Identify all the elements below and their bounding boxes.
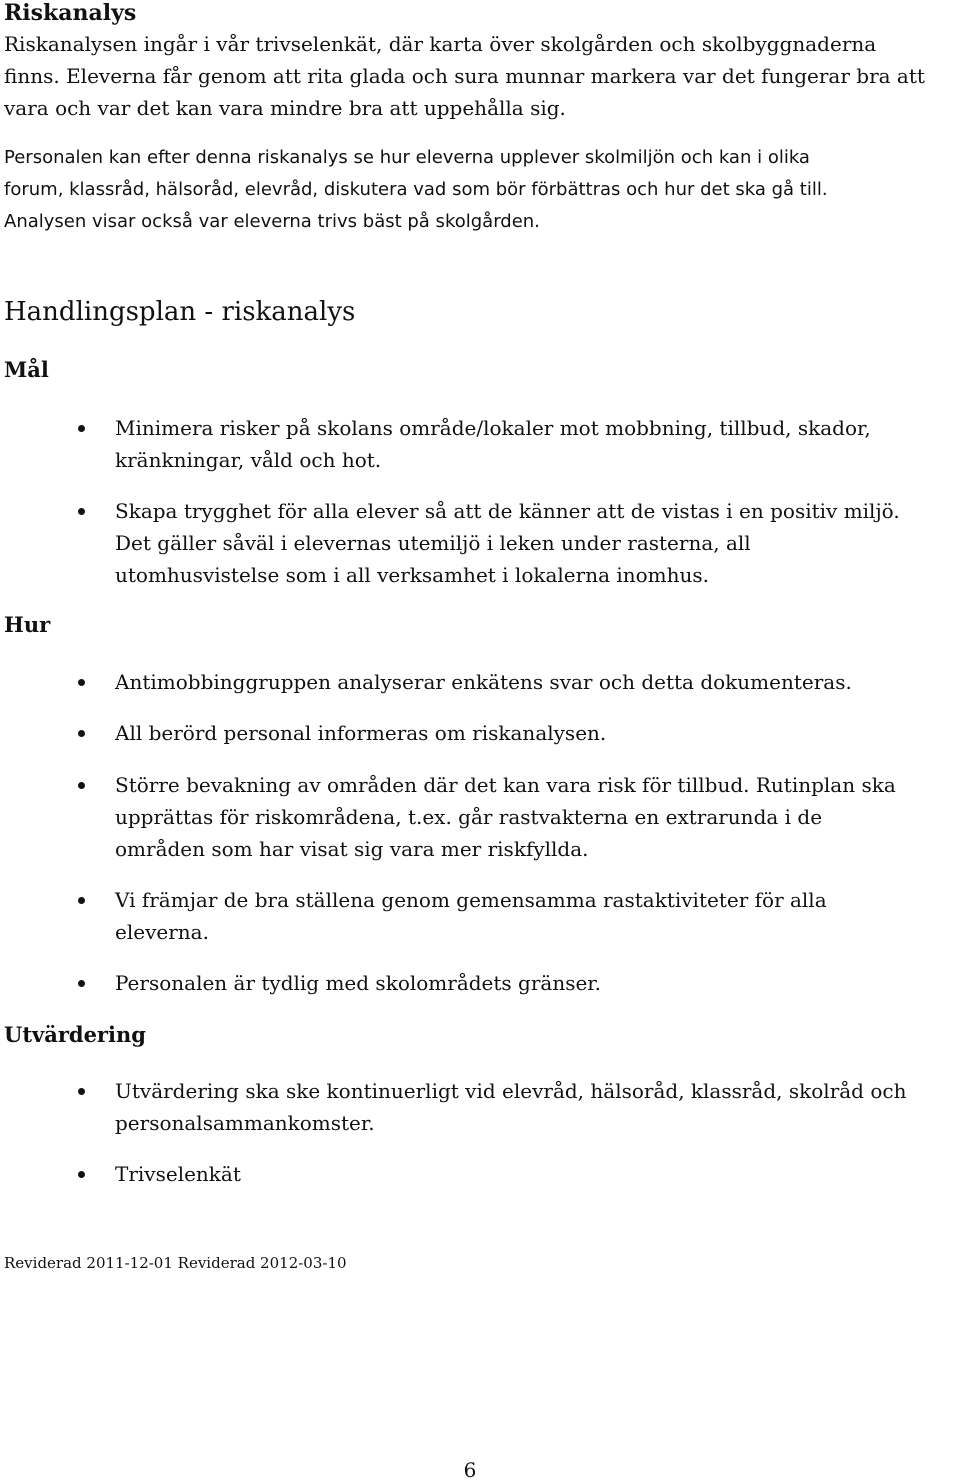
- how-3-line-3: områden som har visat sig vara mer riskfyllda.: [115, 837, 589, 861]
- goal-2-line-2: Det gäller såväl i elevernas utemiljö i leken under rasterna, all: [115, 531, 751, 555]
- goal-2-line-1: Skapa trygghet för alla elever så att de känner att de vistas i en positiv miljö.: [115, 499, 900, 523]
- bullet-icon: [78, 782, 85, 789]
- bullet-icon: [78, 730, 85, 737]
- paragraph-1-line-2: finns. Eleverna får genom att rita glada och sura munnar markera var det fungerar bra att: [4, 64, 925, 88]
- paragraph-1-line-3: vara och var det kan vara mindre bra att uppehålla sig.: [4, 96, 566, 120]
- paragraph-2-line-1: Personalen kan efter denna riskanalys se hur eleverna upplever skolmiljön och kan i olika: [4, 147, 810, 168]
- bullet-icon: [78, 1171, 85, 1178]
- how-3-line-2: upprättas för riskområdena, t.ex. går rastvakterna en extrarunda i de: [115, 805, 823, 829]
- goal-1-line-2: kränkningar, våld och hot.: [115, 448, 382, 472]
- goal-heading: Mål: [4, 357, 49, 382]
- bullet-icon: [78, 425, 85, 432]
- bullet-icon: [78, 1088, 85, 1095]
- how-5-line-1: Personalen är tydlig med skolområdets gränser.: [115, 971, 602, 995]
- eval-1-line-1: Utvärdering ska ske kontinuerligt vid elevråd, hälsoråd, klassråd, skolråd och: [115, 1079, 907, 1103]
- goal-2-line-3: utomhusvistelse som i all verksamhet i lokalerna inomhus.: [115, 563, 710, 587]
- how-2-line-1: All berörd personal informeras om riskanalysen.: [115, 721, 607, 745]
- how-heading: Hur: [4, 612, 51, 637]
- section-title: Riskanalys: [4, 0, 137, 26]
- how-4-line-2: eleverna.: [115, 920, 209, 944]
- how-1-line-1: Antimobbinggruppen analyserar enkätens svar och detta dokumenteras.: [115, 670, 852, 694]
- revision-note: Reviderad 2011-12-01 Reviderad 2012-03-10: [4, 1254, 347, 1272]
- how-4-line-1: Vi främjar de bra ställena genom gemensamma rastaktiviteter för alla: [115, 888, 827, 912]
- evaluation-heading: Utvärdering: [4, 1022, 146, 1047]
- paragraph-2-line-2: forum, klassråd, hälsoråd, elevråd, diskutera vad som bör förbättras och hur det ska gå till.: [4, 179, 828, 200]
- bullet-icon: [78, 679, 85, 686]
- paragraph-1-line-1: Riskanalysen ingår i vår trivselenkät, där karta över skolgården och skolbyggnaderna: [4, 32, 877, 56]
- bullet-icon: [78, 980, 85, 987]
- paragraph-2-line-3: Analysen visar också var eleverna trivs bäst på skolgården.: [4, 211, 540, 232]
- bullet-icon: [78, 897, 85, 904]
- eval-1-line-2: personalsammankomster.: [115, 1111, 375, 1135]
- how-3-line-1: Större bevakning av områden där det kan vara risk för tillbud. Rutinplan ska: [115, 773, 896, 797]
- bullet-icon: [78, 508, 85, 515]
- plan-title: Handlingsplan - riskanalys: [4, 297, 356, 327]
- goal-1-line-1: Minimera risker på skolans område/lokaler mot mobbning, tillbud, skador,: [115, 416, 871, 440]
- eval-2-line-1: Trivselenkät: [115, 1162, 241, 1186]
- page-number: 6: [463, 1458, 477, 1482]
